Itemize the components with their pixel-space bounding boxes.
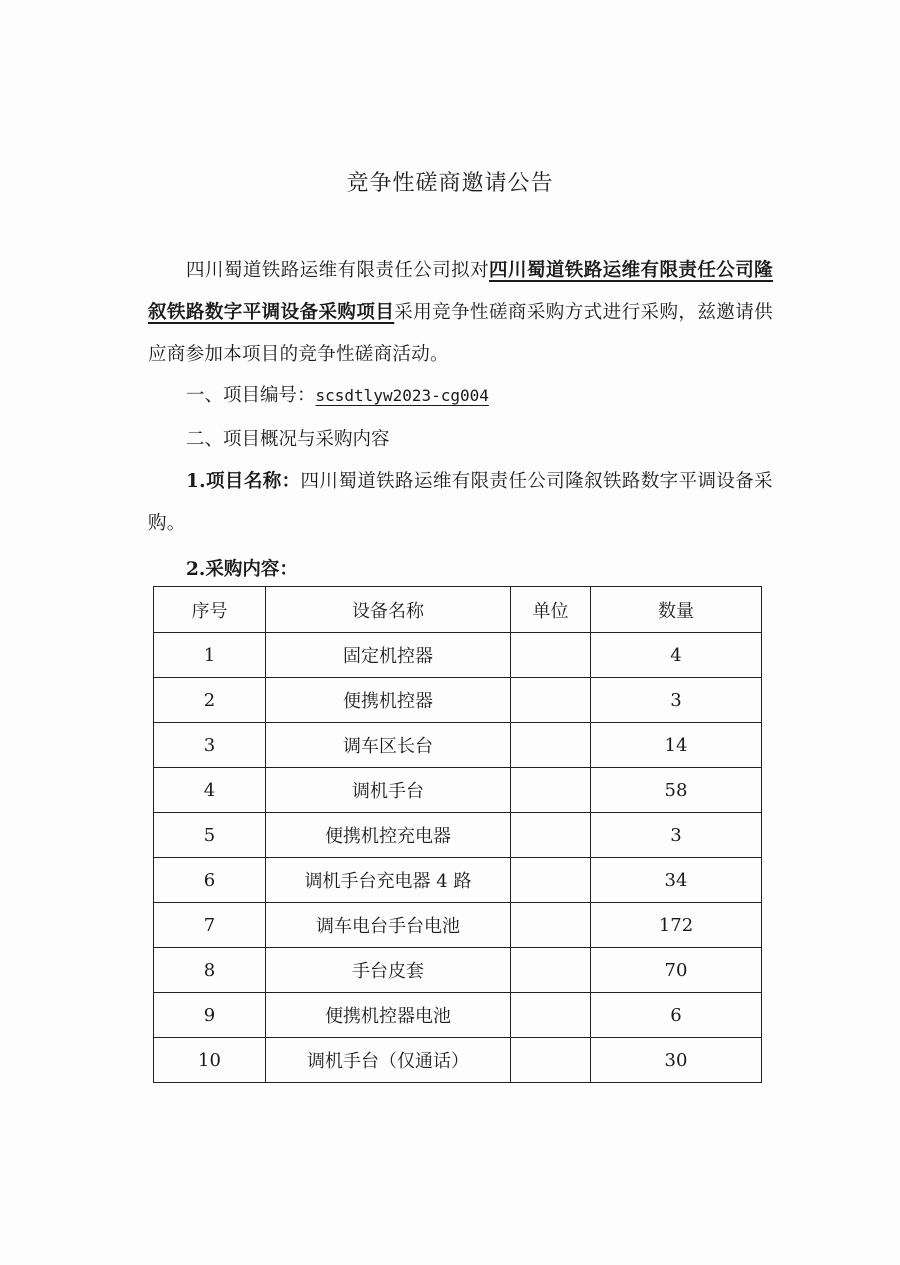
row-unit (511, 858, 591, 903)
row-equipment-name: 便携机控器 (266, 678, 511, 723)
procurement-content-label: 2.采购内容： (186, 559, 298, 580)
header-unit: 单位 (511, 587, 591, 633)
row-unit (511, 993, 591, 1038)
project-name-text: 四川蜀道铁路运维有限责任公司隆叙铁路数字平调设备采购。 (148, 471, 773, 534)
row-unit (511, 948, 591, 993)
row-unit (511, 1038, 591, 1083)
row-quantity: 58 (591, 768, 762, 813)
row-unit (511, 633, 591, 678)
row-quantity: 3 (591, 678, 762, 723)
table-row (154, 993, 762, 1038)
row-number: 1 (154, 633, 266, 678)
row-equipment-name: 调机手台（仅通话） (266, 1038, 511, 1083)
table-row (154, 723, 762, 768)
row-quantity: 70 (591, 948, 762, 993)
header-quantity: 数量 (591, 587, 762, 633)
table-row (154, 948, 762, 993)
intro-pre: 四川蜀道铁路运维有限责任公司拟对 (186, 260, 490, 281)
project-name-label: 1.项目名称： (186, 471, 301, 492)
row-equipment-name: 便携机控器电池 (266, 993, 511, 1038)
row-number: 3 (154, 723, 266, 768)
equipment-table (153, 586, 762, 1083)
intro-paragraph (148, 250, 773, 376)
row-number: 4 (154, 768, 266, 813)
row-quantity: 172 (591, 903, 762, 948)
table-row (154, 903, 762, 948)
row-unit (511, 768, 591, 813)
intro-post: 采用竞争性磋商采购方式进行采购，兹邀请供应商参加本项目的竞争性磋商活动。 (148, 302, 773, 365)
row-number: 6 (154, 858, 266, 903)
row-quantity: 3 (591, 813, 762, 858)
row-number: 9 (154, 993, 266, 1038)
row-equipment-name: 调机手台 (266, 768, 511, 813)
row-quantity: 6 (591, 993, 762, 1038)
header-equipment-name: 设备名称 (266, 587, 511, 633)
row-equipment-name: 手台皮套 (266, 948, 511, 993)
project-number-label: 一、项目编号： (186, 385, 316, 406)
row-number: 5 (154, 813, 266, 858)
table-row (154, 768, 762, 813)
table-row (154, 633, 762, 678)
table-row (154, 813, 762, 858)
row-number: 2 (154, 678, 266, 723)
row-quantity: 4 (591, 633, 762, 678)
row-unit (511, 678, 591, 723)
row-quantity: 14 (591, 723, 762, 768)
row-equipment-name: 便携机控充电器 (266, 813, 511, 858)
row-equipment-name: 调车区长台 (266, 723, 511, 768)
row-unit (511, 723, 591, 768)
table-row (154, 1038, 762, 1083)
table-row (154, 678, 762, 723)
row-equipment-name: 调机手台充电器 4 路 (266, 858, 511, 903)
table-header-row (154, 587, 762, 633)
row-number: 10 (154, 1038, 266, 1083)
row-unit (511, 903, 591, 948)
project-name-underlined: 四川蜀道铁路运维有限责任公司隆叙铁路数字平调设备采购项目 (148, 260, 773, 323)
table-row (154, 858, 762, 903)
row-equipment-name: 固定机控器 (266, 633, 511, 678)
project-number-code: scsdtlyw2023-cg004 (315, 386, 489, 405)
row-number: 7 (154, 903, 266, 948)
row-unit (511, 813, 591, 858)
document-title: 竞争性磋商邀请公告 (346, 171, 554, 196)
row-equipment-name: 调车电台手台电池 (266, 903, 511, 948)
project-name-paragraph (148, 461, 773, 545)
row-quantity: 34 (591, 858, 762, 903)
row-quantity: 30 (591, 1038, 762, 1083)
row-number: 8 (154, 948, 266, 993)
section-overview-heading: 二、项目概况与采购内容 (186, 429, 390, 450)
header-number: 序号 (154, 587, 266, 633)
project-number-line (186, 381, 489, 411)
